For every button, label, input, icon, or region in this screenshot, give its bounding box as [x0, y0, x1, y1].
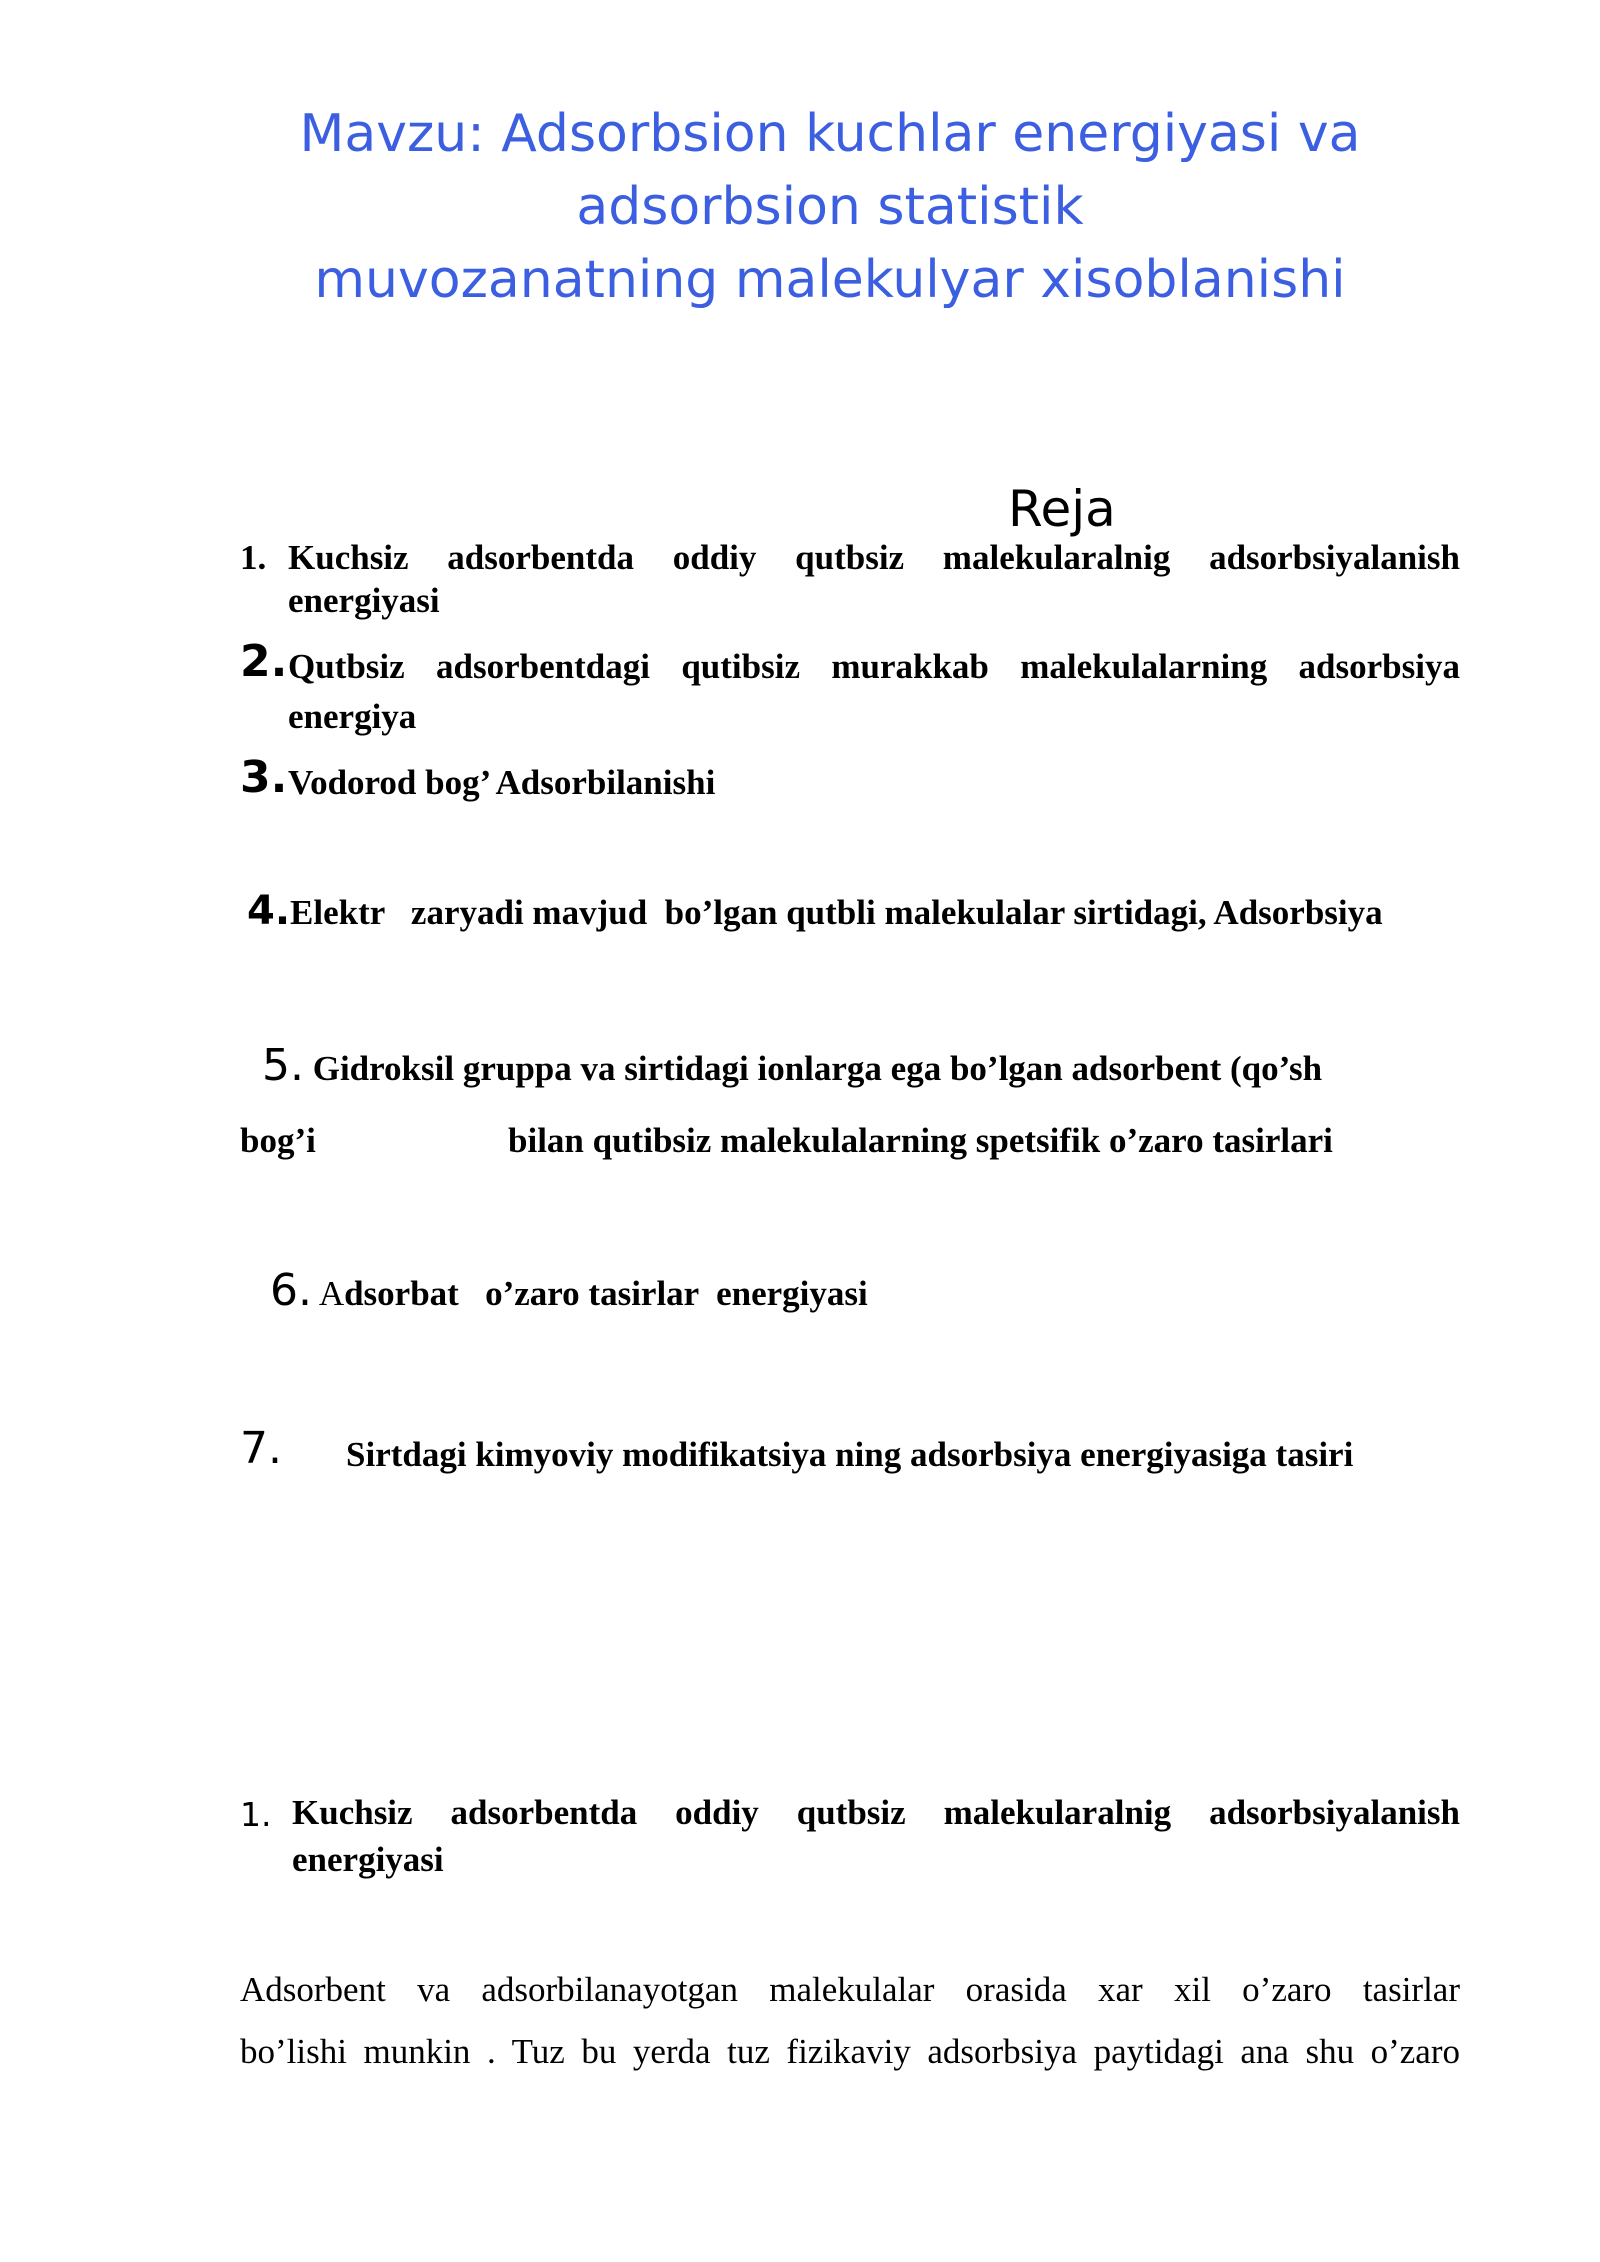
plan-item-1-line-2: energiyasi	[288, 581, 440, 620]
title-line-2: adsorbsion statistik	[576, 177, 1084, 237]
plan-item-5-wrapper	[262, 1040, 1322, 1091]
title-line-3: muvozanatning malekulyar xisoblanishi	[314, 250, 1346, 310]
plan-item-2-line-2: energiya	[288, 697, 417, 736]
plan-item-3-number: 3.	[240, 752, 288, 803]
section-1-heading-line-2: energiyasi	[292, 1840, 444, 1879]
plan-item-3-line-1: Vodorod bog’ Adsorbilanishi	[288, 763, 716, 802]
section-1-number: 1.	[240, 1795, 272, 1834]
plan-item-7-number: 7.	[240, 1423, 282, 1474]
plan-item-4-line-1: Elektr zaryadi mavjud bo’lgan qutbli malekulalar sirtidagi, Adsorbsiya	[290, 893, 1383, 932]
plan-heading: Reja	[1008, 480, 1116, 538]
plan-item-1-number: 1.	[240, 538, 267, 577]
title-line-1: Mavzu: Adsorbsion kuchlar energiyasi va	[299, 104, 1361, 164]
plan-item-6-wrapper	[270, 1265, 868, 1316]
plan-item-6-number: 6.	[270, 1265, 312, 1316]
plan-item-6-first-letter: A	[318, 1274, 345, 1313]
body-line-2: bo’lishi munkin . Tuz bu yerda tuz fizikaviy adsorbsiya paytidagi ana shu o’zaro	[240, 2032, 1460, 2071]
plan-item-4-number: 4.	[247, 888, 291, 934]
plan-item-2-line-1: Qutbsiz adsorbentdagi qutibsiz murakkab malekulalarning adsorbsiya	[288, 647, 1460, 686]
plan-item-5-number: 5.	[262, 1040, 304, 1091]
plan-item-1-line-1: Kuchsiz adsorbentda oddiy qutbsiz malekularalnig adsorbsiyalanish	[288, 538, 1460, 577]
plan-item-2-number: 2.	[240, 636, 288, 687]
body-line-1: Adsorbent va adsorbilanayotgan malekulalar orasida xar xil o’zaro tasirlar	[240, 1970, 1460, 2009]
plan-item-6-line-1: dsorbat o’zaro tasirlar energiyasi	[344, 1274, 868, 1313]
plan-item-4-wrapper	[247, 888, 1383, 934]
plan-item-7-line-1: Sirtdagi kimyoviy modifikatsiya ning adsorbsiya energiyasiga tasiri	[346, 1435, 1354, 1474]
section-1-heading-line-1: Kuchsiz adsorbentda oddiy qutbsiz malekularalnig adsorbsiyalanish	[292, 1793, 1460, 1832]
plan-item-5-line-2-left: bog’i	[240, 1121, 316, 1160]
plan-item-5-line-2-right: bilan qutibsiz malekulalarning spetsifik o’zaro tasirlari	[508, 1121, 1333, 1160]
plan-item-5-line-1: Gidroksil gruppa va sirtidagi ionlarga ega bo’lgan adsorbent (qo’sh	[303, 1049, 1323, 1088]
